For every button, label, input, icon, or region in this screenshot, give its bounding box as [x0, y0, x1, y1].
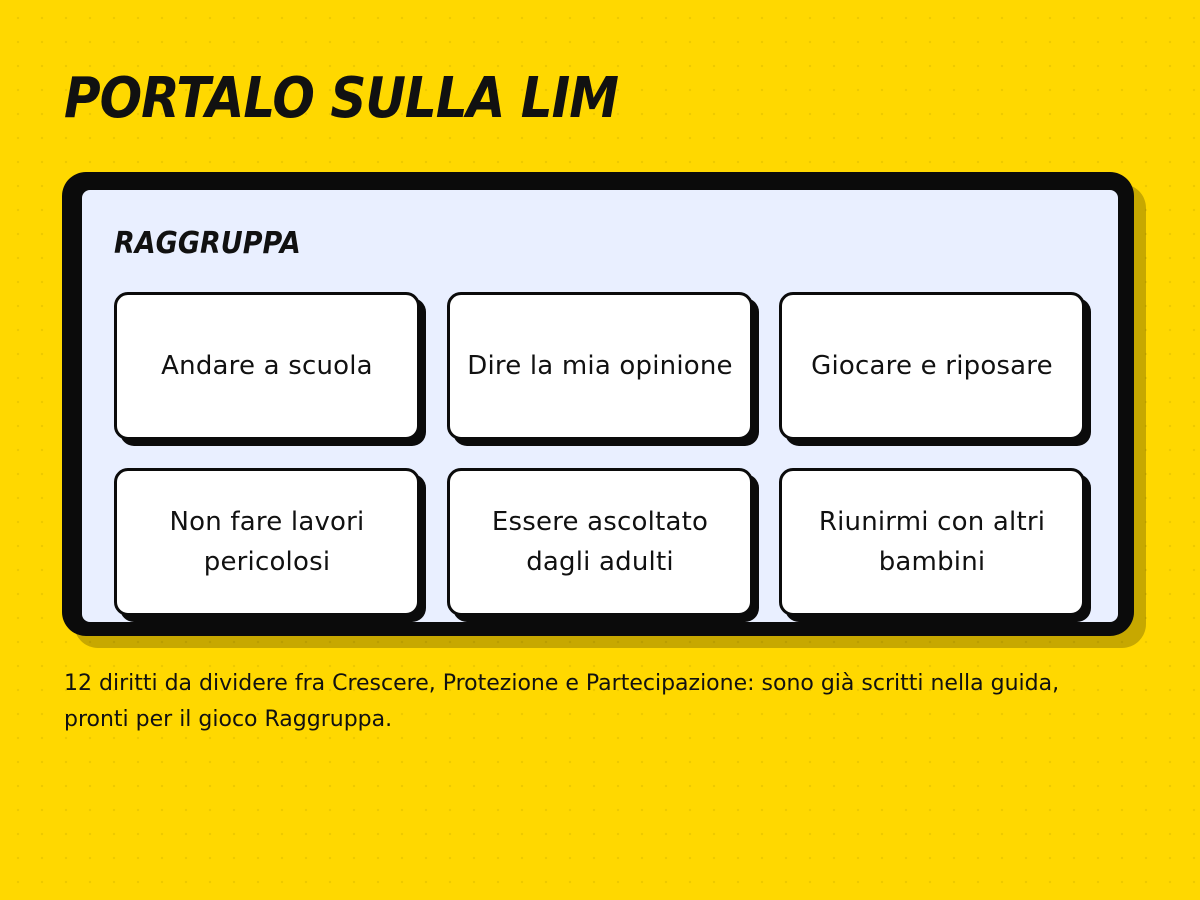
activity-title: RAGGRUPPA	[114, 226, 301, 261]
right-card-non-fare-lavori-pericolosi[interactable]	[114, 468, 420, 616]
card-label: Essere ascoltato dagli adulti	[491, 507, 709, 577]
card-label: Riunirmi con altri bambini	[818, 507, 1046, 577]
card-label: Non fare lavori pericolosi	[169, 507, 365, 577]
right-card-giocare-e-riposare[interactable]	[779, 292, 1085, 440]
card-label: Giocare e riposare	[811, 351, 1053, 381]
caption-text: 12 diritti da dividere fra Crescere, Protezione e Partecipazione: sono già scritti nella guida, pronti per il gioco Raggruppa.	[64, 671, 1060, 732]
card-label: Andare a scuola	[161, 351, 373, 381]
whiteboard-screen	[82, 190, 1118, 622]
interactive-whiteboard	[62, 172, 1134, 636]
right-card-riunirmi-con-altri-bambini[interactable]	[779, 468, 1085, 616]
right-card-andare-a-scuola[interactable]	[114, 292, 420, 440]
page-title: PORTALO SULLA LIM	[64, 65, 618, 131]
right-card-essere-ascoltato-dagli-adulti[interactable]	[447, 468, 753, 616]
card-label: Dire la mia opinione	[467, 351, 733, 381]
right-card-dire-la-mia-opinione[interactable]	[447, 292, 753, 440]
